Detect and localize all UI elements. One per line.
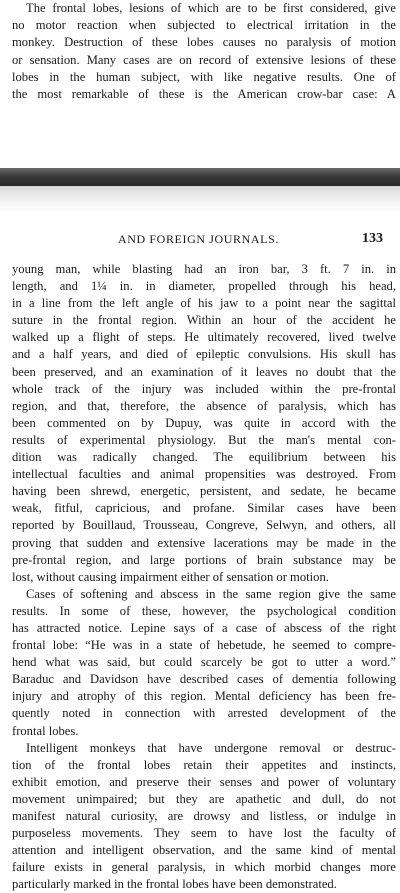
text-line: region, and that, therefore, the absence of paralysis, which has — [12, 398, 396, 413]
text-line: reported by Bouillaud, Trousseau, Congreve, Selwyn, and others, all — [12, 518, 396, 533]
text-line: and a half years, and died of epileptic convulsions. His skull has — [12, 347, 396, 362]
text-line: monkey. Destruction of these lobes causes no paralysis of motion — [12, 35, 396, 50]
text-line: particularly marked in the frontal lobes have been demonstrated. — [12, 877, 337, 892]
text-line: whole track of the injury was included within the pre-frontal — [12, 381, 396, 396]
text-line: The frontal lobes, lesions of which are to be first considered, give — [26, 1, 396, 15]
text-line: proving that sudden and extensive lacerations may be made in the — [12, 535, 396, 550]
text-line: length, and 1¼ in. in diameter, propelled through his head, — [12, 279, 396, 294]
lower-page — [0, 214, 400, 892]
text-line: exhibit emotion, and preserve their senses and power of voluntary — [12, 774, 396, 789]
text-line: tion of the frontal lobes retain their appetites and instincts, — [12, 757, 396, 772]
text-line: hend what was said, but could scarcely be got to utter a word.” — [12, 655, 396, 670]
text-line: results. In some of these, however, the psychological condition — [12, 603, 396, 618]
text-line: suture in the frontal region. Within an hour of the accident he — [12, 313, 396, 328]
text-line: lost, without causing impairment either of sensation or motion. — [12, 569, 329, 584]
text-line: Cases of softening and abscess in the same region give the same — [26, 586, 396, 601]
text-line: weak, fitful, capricious, and profane. Similar cases have been — [12, 501, 396, 516]
text-line: has attracted notice. Lepine says of a case of abscess of the right — [12, 620, 396, 635]
text-line: attention and intelligent observation, and the same kind of mental — [12, 843, 396, 858]
text-line: having been shrewd, energetic, persistent, and sedate, he became — [12, 484, 396, 499]
text-line: failure exists in general paralysis, in which morbid changes more — [12, 860, 396, 875]
text-line: frontal lobe: “He was in a state of hebetude, he seemed to compre- — [12, 638, 396, 653]
page-number: 133 — [362, 231, 383, 246]
text-line: Baraduc and Davidson have described cases of dementia following — [12, 672, 396, 687]
text-line: young man, while blasting had an iron bar, 3 ft. 7 in. in — [12, 262, 396, 276]
page-gutter-shadow — [0, 186, 400, 214]
text-line: in a line from the left angle of his jaw to a point near the sagittal — [12, 296, 396, 311]
text-line: quently noted in connection with arrested development of the — [12, 706, 396, 721]
running-header — [118, 232, 383, 250]
text-line: frontal lobes. — [12, 723, 79, 738]
text-line: manifest natural curiosity, are drowsy and listless, or indulge in — [12, 809, 396, 823]
upper-page-text — [12, 0, 396, 103]
text-line: Intelligent monkeys that have undergone removal or destruc- — [26, 740, 396, 755]
text-line: purposeless movements. They seem to have lost the faculty of — [12, 826, 396, 841]
upper-page-fragment — [0, 0, 400, 168]
page-gutter-divider — [0, 168, 400, 186]
text-line: no motor reaction when subjected to electrical irritation in the — [12, 18, 396, 33]
text-line: dition was radically changed. The equilibrium between his — [12, 450, 396, 465]
running-title: AND FOREIGN JOURNALS. — [118, 232, 279, 246]
lower-page-text — [12, 261, 396, 893]
text-line: injury and atrophy of this region. Mental deficiency has been fre- — [12, 689, 396, 704]
text-line: been commented on by Dupuy, was quite in accord with the — [12, 415, 396, 430]
text-line: the most remarkable of these is the American crow-bar case: A — [12, 87, 396, 102]
text-line: walked up a flight of steps. He ultimately recovered, lived twelve — [12, 330, 396, 345]
text-line: been preserved, and an examination of it leaves no doubt that the — [12, 364, 396, 379]
text-line: pre-frontal region, and large portions of brain substance may be — [12, 552, 396, 567]
text-line: movement unimpaired; but they are apathetic and dull, do not — [12, 791, 396, 806]
text-line: or sensation. Many cases are on record of extensive lesions of these — [12, 52, 396, 67]
text-line: intellectual faculties and animal propensities was destroyed. From — [12, 467, 396, 482]
text-line: lobes in the human subject, with like negative results. One of — [12, 69, 396, 84]
text-line: results of experimental physiology. But the man's mental con- — [12, 432, 396, 447]
